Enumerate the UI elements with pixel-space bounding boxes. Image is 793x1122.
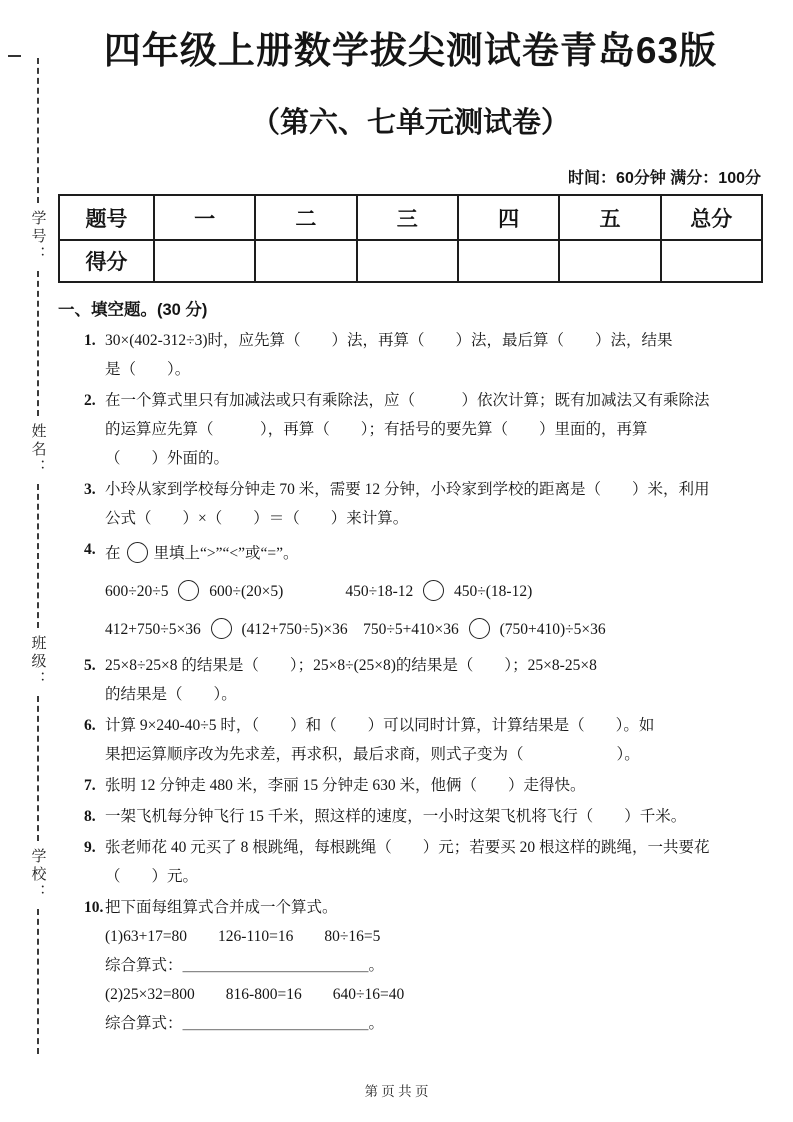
- binding-label: 姓名：: [29, 422, 47, 477]
- question-item: [84, 711, 763, 769]
- binding-margin: [27, 58, 49, 1054]
- score-table-score-row: [59, 240, 762, 282]
- question-number: 8.: [84, 808, 96, 825]
- question-item: [84, 475, 763, 533]
- binding-line: [37, 484, 39, 629]
- question-line: 果把运算顺序改为先求差，再求积，最后求商，则式子变为（ ）。: [105, 746, 640, 763]
- score-cell-empty: [458, 240, 559, 282]
- score-table-header-row: [59, 195, 762, 240]
- paper-content: [58, 0, 763, 1040]
- question-item: [84, 833, 763, 891]
- score-table-header-cell: 四: [458, 195, 559, 240]
- score-cell-empty: [661, 240, 762, 282]
- binding-line: [37, 696, 39, 841]
- question-line: （ ）元。: [105, 868, 199, 885]
- question-number: 1.: [84, 332, 96, 349]
- exam-meta: 时间：60分钟 满分：100分: [568, 170, 761, 187]
- score-table-header-cell: 题号: [59, 195, 154, 240]
- question-line: 综合算式：＿＿＿＿＿＿＿＿＿＿＿＿。: [105, 957, 385, 974]
- question-number: 9.: [84, 839, 96, 856]
- comparison-circle: [127, 542, 148, 563]
- question-line: 公式（ ）×（ ）＝（ ）来计算。: [105, 510, 409, 527]
- question-item: [84, 326, 763, 384]
- page-title: 四年级上册数学拔尖测试卷青岛63版: [103, 30, 718, 71]
- question-line: 张老师花 40 元买了 8 根跳绳，每根跳绳（ ）元；若要买 20 根这样的跳绳，一共要花: [105, 839, 710, 856]
- question-number: 2.: [84, 392, 96, 409]
- score-cell-empty: [559, 240, 660, 282]
- question-line: 把下面每组算式合并成一个算式。: [105, 899, 338, 916]
- binding-label: 班级：: [29, 635, 47, 690]
- question-line: 一架飞机每分钟飞行 15 千米，照这样的速度，一小时这架飞机将飞行（ ）千米。: [105, 808, 687, 825]
- questions-list: [58, 326, 763, 1038]
- comparison-circle: [178, 580, 199, 601]
- question-line: 在 里填上“>”“<”或“=”。: [105, 535, 763, 573]
- score-cell-empty: [255, 240, 356, 282]
- question-line: 小玲从家到学校每分钟走 70 米，需要 12 分钟，小玲家到学校的距离是（ ）米，利用: [105, 481, 710, 498]
- score-table-score-label: 得分: [59, 240, 154, 282]
- binding-label: 学号：: [29, 209, 47, 264]
- page-subtitle: （第六、七单元测试卷）: [250, 107, 570, 139]
- question-item: [84, 802, 763, 831]
- question-item: [84, 893, 763, 1038]
- score-table-header-cell: 二: [255, 195, 356, 240]
- question-item: [84, 771, 763, 800]
- score-cell-empty: [357, 240, 458, 282]
- section-heading: 一、填空题。(30 分): [58, 301, 208, 319]
- question-number: 4.: [84, 541, 96, 558]
- comparison-circle: [423, 580, 444, 601]
- page-footer: 第 页 共 页: [364, 1084, 429, 1099]
- question-line: 600÷20÷5 600÷(20×5) 450÷18-12 450÷(18-12): [105, 573, 763, 611]
- question-number: 10.: [84, 899, 104, 916]
- question-line: 30×(402-312÷3)时，应先算（ ）法，再算（ ）法，最后算（ ）法，结果: [105, 332, 673, 349]
- question-line: 412+750÷5×36 (412+750÷5)×36 750÷5+410×36 (750+410)÷5×36: [105, 611, 763, 649]
- question-line: 在一个算式里只有加减法或只有乘除法，应（ ）依次计算；既有加减法又有乘除法: [105, 392, 710, 409]
- corner-tick: [8, 55, 21, 57]
- score-table-header-cell: 三: [357, 195, 458, 240]
- question-number: 7.: [84, 777, 96, 794]
- question-line: 的结果是（ ）。: [105, 686, 237, 703]
- question-line: 综合算式：＿＿＿＿＿＿＿＿＿＿＿＿。: [105, 1015, 385, 1032]
- comparison-circle: [469, 618, 490, 639]
- question-line: (1)63+17=80 126-110=16 80÷16=5: [105, 928, 381, 945]
- question-number: 6.: [84, 717, 96, 734]
- binding-line: [37, 909, 39, 1054]
- score-cell-empty: [154, 240, 255, 282]
- question-line: （ ）外面的。: [105, 450, 230, 467]
- score-table: [58, 194, 763, 283]
- score-table-header-cell: 一: [154, 195, 255, 240]
- question-line: 是（ ）。: [105, 361, 191, 378]
- question-number: 5.: [84, 657, 96, 674]
- binding-line: [37, 58, 39, 203]
- question-item: [84, 535, 763, 649]
- question-line: (2)25×32=800 816-800=16 640÷16=40: [105, 986, 405, 1003]
- binding-line: [37, 271, 39, 416]
- question-line: 25×8÷25×8 的结果是（ ）；25×8÷(25×8)的结果是（ ）；25×8-25×8: [105, 657, 597, 674]
- question-line: 张明 12 分钟走 480 米，李丽 15 分钟走 630 米，他俩（ ）走得快。: [105, 777, 586, 794]
- score-table-header-cell: 总分: [661, 195, 762, 240]
- question-line: 计算 9×240-40÷5 时，（ ）和（ ）可以同时计算，计算结果是（ ）。如: [105, 717, 655, 734]
- question-number: 3.: [84, 481, 96, 498]
- question-item: [84, 651, 763, 709]
- binding-label: 学校：: [29, 848, 47, 903]
- score-table-header-cell: 五: [559, 195, 660, 240]
- question-item: [84, 386, 763, 473]
- question-line: 的运算应先算（ ），再算（ ）；有括号的要先算（ ）里面的，再算: [105, 421, 648, 438]
- comparison-circle: [211, 618, 232, 639]
